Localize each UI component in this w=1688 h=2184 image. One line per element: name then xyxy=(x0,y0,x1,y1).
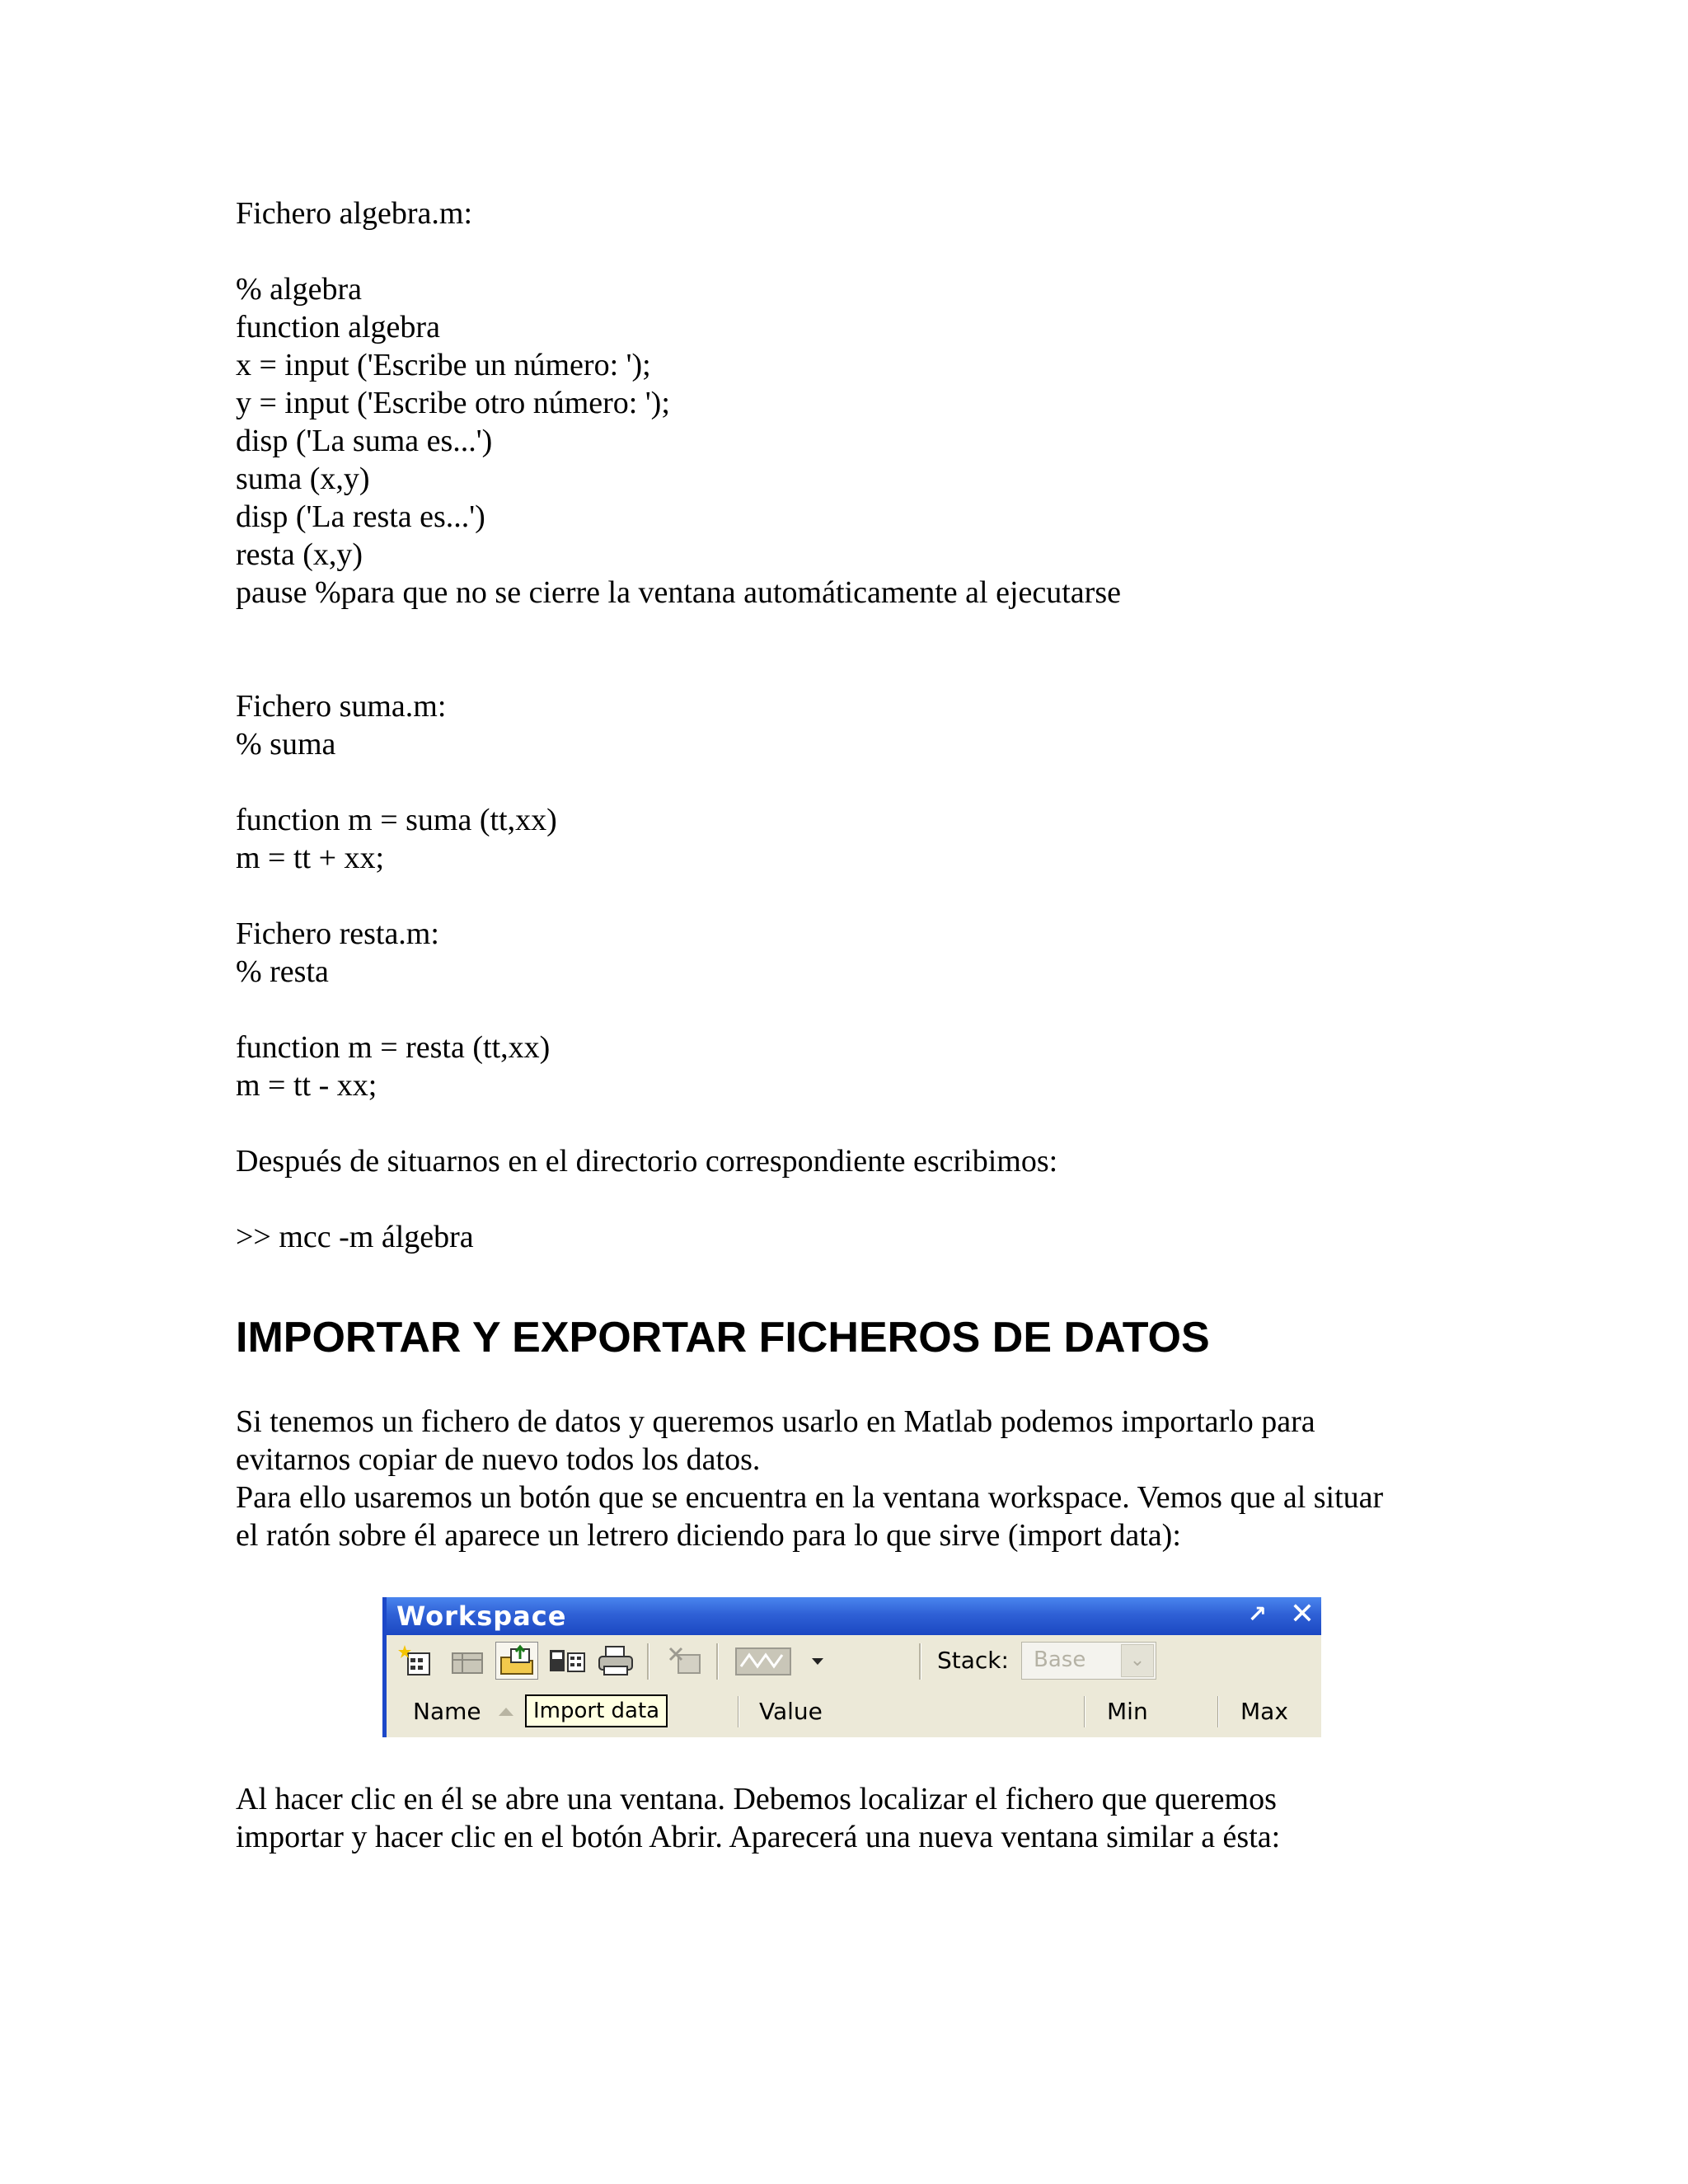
code-line: m = tt + xx; xyxy=(236,841,385,875)
code-line: disp ('La resta es...') xyxy=(236,499,485,534)
code-line: x = input ('Escribe un número: '); xyxy=(236,348,651,382)
stack-value: Base xyxy=(1034,1647,1086,1672)
open-variable-icon[interactable] xyxy=(446,1642,489,1680)
paragraph-line: evitarnos copiar de nuevo todos los datos. xyxy=(236,1442,761,1477)
paragraph-line: Al hacer clic en él se abre una ventana. Debemos localizar el fichero que queremos xyxy=(236,1782,1277,1816)
column-header xyxy=(387,1686,1321,1737)
stack-label: Stack: xyxy=(937,1647,1009,1674)
column-name[interactable]: Name xyxy=(413,1698,481,1725)
column-max[interactable]: Max xyxy=(1240,1698,1288,1725)
code-line: m = tt - xx; xyxy=(236,1068,377,1103)
close-icon[interactable]: ✕ xyxy=(1289,1597,1315,1631)
code-line: % algebra xyxy=(236,272,362,307)
workspace-toolbar xyxy=(387,1635,1321,1686)
workspace-title-bar[interactable] xyxy=(387,1597,1321,1635)
code-line: disp ('La suma es...') xyxy=(236,424,493,458)
code-line: function m = resta (tt,xx) xyxy=(236,1030,551,1065)
dropdown-arrow-icon[interactable] xyxy=(807,1642,828,1680)
code-line: function algebra xyxy=(236,310,440,344)
column-min[interactable]: Min xyxy=(1107,1698,1148,1725)
print-icon[interactable] xyxy=(594,1642,637,1680)
code-line: y = input ('Escribe otro número: '); xyxy=(236,386,670,420)
paragraph-line: importar y hacer clic en el botón Abrir. Aparecerá una nueva ventana similar a ésta: xyxy=(236,1820,1281,1854)
column-value[interactable]: Value xyxy=(759,1698,823,1725)
sort-ascending-icon xyxy=(499,1708,513,1716)
text-line: Fichero suma.m: xyxy=(236,689,447,724)
paragraph-line: el ratón sobre él aparece un letrero diciendo para lo que sirve (import data): xyxy=(236,1518,1181,1553)
delete-icon[interactable] xyxy=(663,1642,706,1680)
text-line: Después de situarnos en el directorio correspondiente escribimos: xyxy=(236,1144,1058,1179)
code-line: >> mcc -m álgebra xyxy=(236,1220,474,1254)
paragraph-line: Para ello usaremos un botón que se encuentra en la ventana workspace. Vemos que al situar xyxy=(236,1480,1384,1515)
text-line: Fichero algebra.m: xyxy=(236,196,473,231)
save-icon[interactable] xyxy=(545,1642,588,1680)
workspace-title: Workspace xyxy=(396,1601,567,1632)
undock-icon[interactable]: ↗ xyxy=(1247,1601,1267,1628)
paragraph-line: Si tenemos un fichero de datos y queremos usarlo en Matlab podemos importarlo para xyxy=(236,1404,1315,1439)
code-line: function m = suma (tt,xx) xyxy=(236,803,557,837)
code-line: resta (x,y) xyxy=(236,537,363,572)
plot-icon[interactable] xyxy=(733,1642,799,1680)
code-line: % suma xyxy=(236,727,336,762)
import-data-tooltip: Import data xyxy=(525,1694,668,1727)
code-line: % resta xyxy=(236,954,329,989)
code-line: pause %para que no se cierre la ventana automáticamente al ejecutarse xyxy=(236,575,1121,610)
stack-dropdown[interactable] xyxy=(1021,1642,1156,1680)
section-heading: IMPORTAR Y EXPORTAR FICHEROS DE DATOS xyxy=(236,1314,1210,1361)
workspace-window xyxy=(382,1597,1321,1737)
chevron-down-icon[interactable]: ⌄ xyxy=(1121,1644,1154,1677)
text-line: Fichero resta.m: xyxy=(236,916,439,951)
import-data-icon[interactable] xyxy=(495,1642,538,1680)
new-variable-icon[interactable] xyxy=(396,1642,439,1680)
code-line: suma (x,y) xyxy=(236,462,370,496)
